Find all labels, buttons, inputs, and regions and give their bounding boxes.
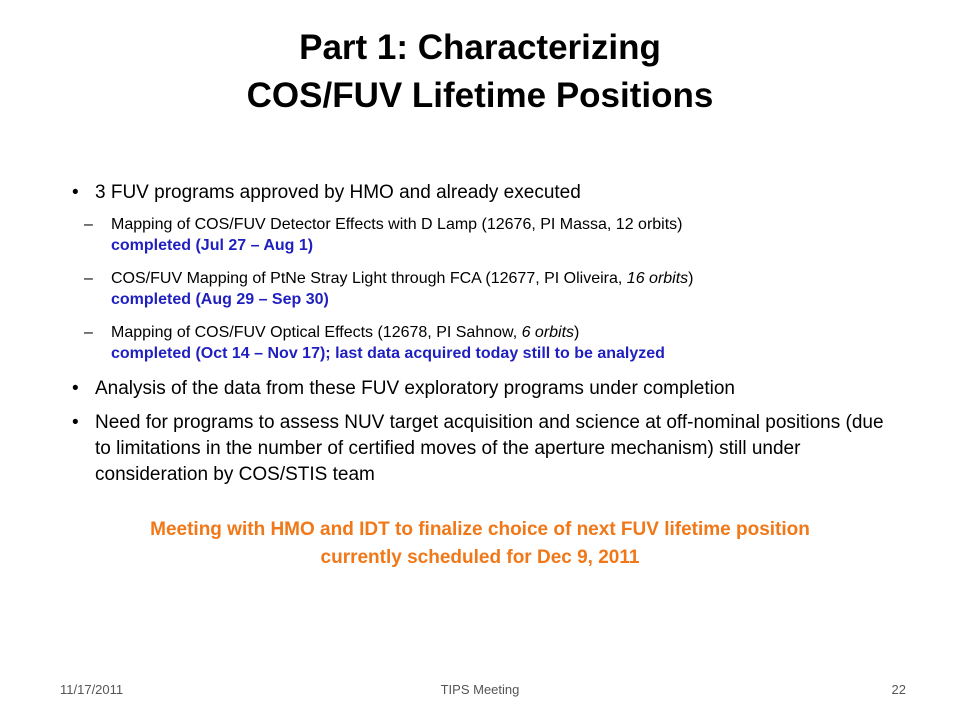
bullet-item [72,410,892,488]
highlight-line-2: currently scheduled for Dec 9, 2011 [320,547,640,568]
sub-bullet-text: COS/FUV Mapping of PtNe Stray Light through FCA (12677, PI Oliveira, [111,270,627,287]
highlight-line-1: Meeting with HMO and IDT to finalize choice of next FUV lifetime position [150,519,810,540]
title-line-2: COS/FUV Lifetime Positions [246,76,714,115]
dash-icon: – [84,270,93,287]
status-text: completed (Jul 27 – Aug 1) [111,237,314,254]
orbits-italic: 16 orbits [626,270,689,287]
status-text: completed (Aug 29 – Sep 30) [111,291,329,308]
bullet-list [72,180,892,496]
sub-bullet-text: Mapping of COS/FUV Detector Effects with D Lamp (12676, PI Massa, 12 orbits) [111,216,683,233]
status-text: completed (Oct 14 – Nov 17); last data acquired today still to be analyzed [111,345,665,362]
sub-bullet-close: ) [574,324,580,341]
bullet-item [72,180,892,206]
orbits-italic: 6 orbits [521,324,575,341]
title-line-1: Part 1: Characterizing [299,28,661,67]
bullet-text: Analysis of the data from these FUV exploratory programs under completion [95,378,735,399]
sub-bullet-close: ) [688,270,694,287]
bullet-item [72,376,892,402]
slide-title [60,24,900,120]
sub-bullet-item [72,214,892,256]
sub-bullet-text: Mapping of COS/FUV Optical Effects (12678, PI Sahnow, [111,324,522,341]
sub-bullet-list [72,214,892,364]
dash-icon: – [84,324,93,341]
footer-title: TIPS Meeting [440,682,520,697]
sub-bullet-item [72,268,892,310]
bullet-text: 3 FUV programs approved by HMO and already executed [95,182,581,203]
bullet-icon: • [72,182,79,203]
bullet-text: Need for programs to assess NUV target acquisition and science at off-nominal positions (due to limitations in the number of certified moves of the aperture mechanism) still under consideration by COS/STIS team [95,412,884,485]
meeting-highlight [60,516,900,572]
bullet-icon: • [72,412,79,433]
footer-page-number: 22 [891,682,906,697]
footer-date: 11/17/2011 [60,682,124,697]
sub-bullet-item [72,322,892,364]
bullet-icon: • [72,378,79,399]
dash-icon: – [84,216,93,233]
